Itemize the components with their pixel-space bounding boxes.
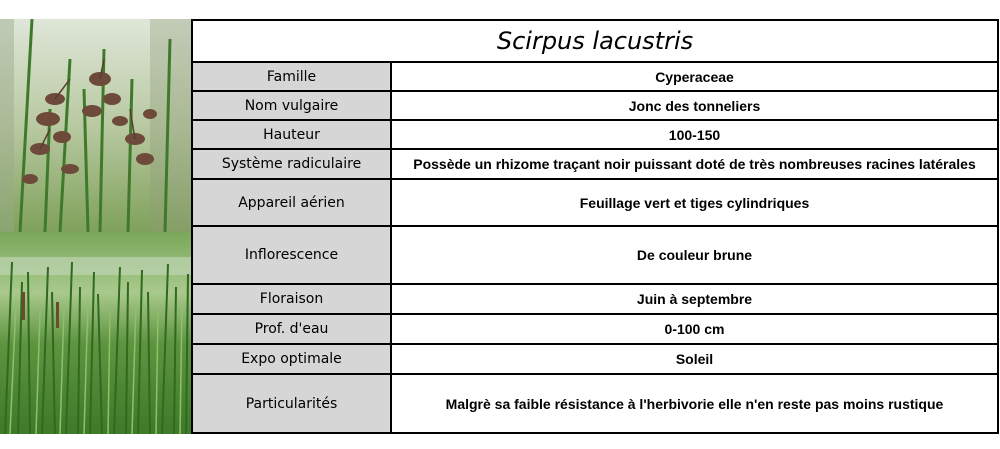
row-value: Jonc des tonneliers — [628, 97, 761, 114]
plant-photos — [0, 19, 191, 434]
row-prof-eau — [193, 315, 997, 345]
row-label: Prof. d'eau — [193, 315, 392, 343]
row-expo-optimale — [193, 345, 997, 375]
row-label: Particularités — [193, 375, 392, 432]
row-value: De couleur brune — [636, 247, 753, 263]
row-label: Hauteur — [193, 121, 392, 148]
row-label: Appareil aérien — [193, 180, 392, 225]
row-appareil-aerien — [193, 180, 997, 227]
row-label: Famille — [193, 63, 392, 90]
row-value: 0-100 cm — [664, 321, 725, 337]
row-value: 100-150 — [668, 126, 721, 143]
row-value: Malgrè sa faible résistance à l'herbivorie elle n'en reste pas moins rustique — [445, 395, 944, 412]
species-title: Scirpus lacustris — [193, 21, 997, 63]
row-value: Feuillage vert et tiges cylindriques — [579, 194, 810, 211]
row-label: Nom vulgaire — [193, 92, 392, 119]
row-label: Expo optimale — [193, 345, 392, 373]
row-floraison — [193, 285, 997, 315]
plant-info-sheet — [191, 19, 999, 434]
row-value: Juin à septembre — [636, 291, 753, 307]
row-famille — [193, 63, 997, 92]
row-label: Floraison — [193, 285, 392, 313]
row-value: Soleil — [675, 351, 714, 367]
row-label: Inflorescence — [193, 227, 392, 283]
row-hauteur — [193, 121, 997, 150]
inflorescence-photo — [0, 19, 191, 232]
row-value: Possède un rhizome traçant noir puissant doté de très nombreuses racines latérales — [413, 156, 976, 172]
row-inflorescence — [193, 227, 997, 285]
row-value: Cyperaceae — [655, 68, 734, 85]
row-label: Système radiculaire — [193, 150, 392, 178]
reed-bed-photo — [0, 232, 191, 434]
row-nom-vulgaire — [193, 92, 997, 121]
row-particularites — [193, 375, 997, 432]
row-systeme-radiculaire — [193, 150, 997, 180]
